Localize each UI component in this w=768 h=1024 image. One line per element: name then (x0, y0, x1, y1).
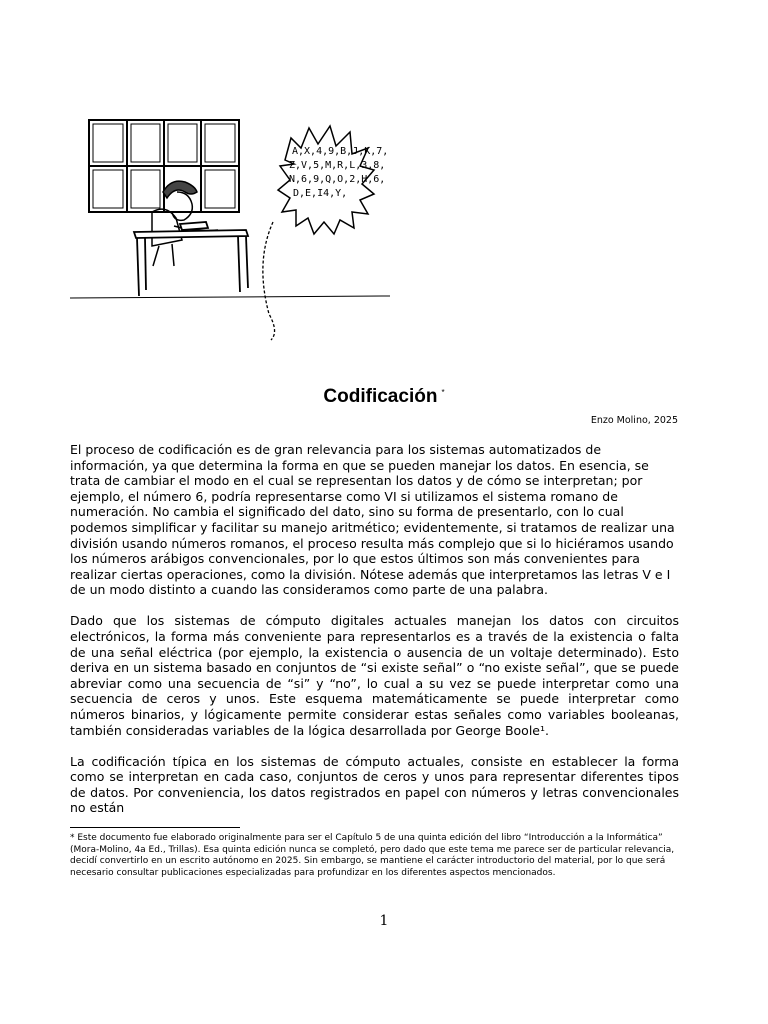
page-number: 1 (379, 913, 389, 929)
speech-line: Z,V,5,M,R,L,3,8, (289, 160, 386, 171)
document-title (0, 386, 768, 408)
floor-line (70, 296, 390, 298)
title-footnote-marker: * (441, 388, 445, 397)
body-text (70, 442, 679, 816)
paragraph: El proceso de codificación es de gran relevancia para los sistemas automatizados de información, ya que determina la forma en que se pueden manejar los datos. En esencia, se trata de cambiar el modo en el cual se representan los datos y de cómo se interpretan; por ejemplo, el número 6, podría representarse como VI si utilizamos el sistema romano de numeración. No cambia el significado del dato, sino su forma de presentarlo, con lo cual podemos simplificar y facilitar su manejo aritmético; evidentemente, si tratamos de realizar una división usando números romanos, el proceso resulta más complejo que si lo hiciéramos usando los números arábigos convencionales, por lo que estos últimos son más convenientes para realizar ciertas operaciones, como la división. Nótese además que interpretamos las letras V e I de un modo distinto a cuando las consideramos como parte de una palabra. (70, 442, 675, 598)
cartoon-illustration (60, 100, 400, 345)
footnote: * Este documento fue elaborado originalmente para ser el Capítulo 5 de una quinta edición del libro “Introducción a la Informática” (Mora-Molino, 4a Ed., Trillas). Esa quinta edición nunca se completó, pero dado que este tema me parece ser de particular relevancia, decidí convertirlo en un escrito autónomo en 2025. Sin embargo, se mantiene el carácter introductorio del material, por lo que será necesario consultar publicaciones especializadas para profundizar en los diferentes aspectos mencionados. (70, 833, 675, 878)
window-frame (89, 120, 239, 212)
paragraph: Dado que los sistemas de cómputo digitales actuales manejan los datos con circuitos electrónicos, la forma más conveniente para representarlos es a través de la existencia o falta de una señal eléctrica (por ejemplo, la existencia o ausencia de un voltaje determinado). Esto deriva en un sistema basado en conjuntos de “si existe señal” o “no existe señal”, que se puede abreviar como una secuencia de “si” y “no”, lo cual a su vez se puede interpretar como una secuencia de ceros y unos. Este esquema matemáticamente se puede interpretar como números binarios, y lógicamente permite considerar estas señales como variables booleanas, también consideradas variables de la lógica desarrollada por George Boole¹. (70, 613, 679, 738)
speech-line: D,E,I4,Y, (293, 188, 348, 199)
title-text: Codificación (323, 386, 438, 407)
desk (134, 222, 248, 296)
speech-bubble (263, 126, 388, 340)
speech-line: A,X,4,9,B,J,K,7, (292, 146, 389, 157)
paragraph: La codificación típica en los sistemas de cómputo actuales, consiste en establecer la forma como se interpretan en cada caso, conjuntos de ceros y unos para representar diferentes tipos de datos. Por conveniencia, los datos registrados en papel con números y letras convencionales no están (70, 753, 679, 816)
footnote-divider (70, 827, 240, 828)
author-line: Enzo Molino, 2025 (590, 415, 678, 426)
speech-line: N,6,9,Q,O,2,H,6, (289, 174, 386, 185)
